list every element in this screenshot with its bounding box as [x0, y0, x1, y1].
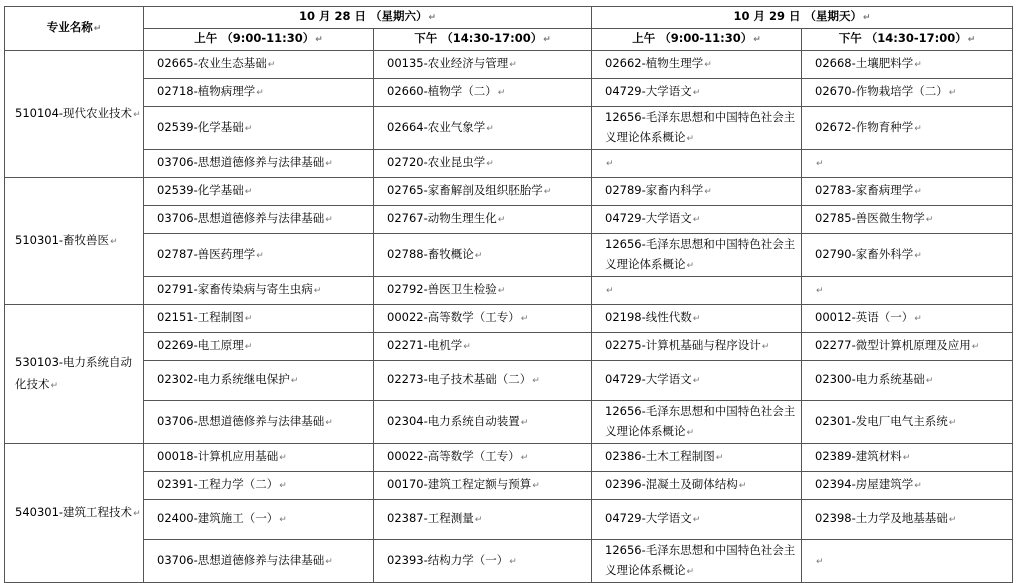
course-cell: 02151-工程制图↵: [144, 305, 374, 333]
table-row: [5, 333, 1013, 361]
course-cell: ↵: [802, 540, 1013, 583]
course-cell: 00022-高等数学（工专）↵: [374, 444, 592, 472]
course-cell: 00022-高等数学（工专）↵: [374, 305, 592, 333]
course-cell: 02302-电力系统继电保护↵: [144, 361, 374, 401]
course-cell: 04729-大学语文↵: [592, 79, 802, 107]
course-cell: 02539-化学基础↵: [144, 178, 374, 206]
course-cell: 02300-电力系统基础↵: [802, 361, 1013, 401]
table-row: [5, 361, 1013, 401]
major-column-header: 专业名称↵: [5, 7, 144, 51]
course-cell: 00012-英语（一）↵: [802, 305, 1013, 333]
course-cell: 02789-家畜内科学↵: [592, 178, 802, 206]
day1-header: 10 月 28 日 （星期六）↵: [144, 7, 592, 29]
course-cell: 02660-植物学（二）↵: [374, 79, 592, 107]
course-cell: 02387-工程测量↵: [374, 500, 592, 540]
exam-schedule-table: [4, 6, 1013, 583]
course-cell: 00170-建筑工程定额与预算↵: [374, 472, 592, 500]
course-cell: 02304-电力系统自动装置↵: [374, 401, 592, 444]
course-cell: 02767-动物生理生化↵: [374, 206, 592, 234]
table-row: [5, 107, 1013, 150]
course-cell: 02391-工程力学（二）↵: [144, 472, 374, 500]
major-name-cell: 540301-建筑工程技术↵: [5, 444, 144, 583]
course-cell: 02790-家畜外科学↵: [802, 234, 1013, 277]
course-cell: 02670-作物栽培学（二）↵: [802, 79, 1013, 107]
course-cell: 02672-作物育种学↵: [802, 107, 1013, 150]
course-cell: 02393-结构力学（一）↵: [374, 540, 592, 583]
course-cell: 02273-电子技术基础（二）↵: [374, 361, 592, 401]
course-cell: 02394-房屋建筑学↵: [802, 472, 1013, 500]
table-row: [5, 472, 1013, 500]
course-cell: 12656-毛泽东思想和中国特色社会主义理论体系概论↵: [592, 107, 802, 150]
table-row: [5, 540, 1013, 583]
course-cell: 02389-建筑材料↵: [802, 444, 1013, 472]
day2-header: 10 月 29 日 （星期天）↵: [592, 7, 1013, 29]
course-cell: 02788-畜牧概论↵: [374, 234, 592, 277]
course-cell: ↵: [592, 150, 802, 178]
day2-am-header: 上午 （9:00-11:30）↵: [592, 29, 802, 51]
course-cell: 02277-微型计算机原理及应用↵: [802, 333, 1013, 361]
table-row: [5, 401, 1013, 444]
course-cell: 02792-兽医卫生检验↵: [374, 277, 592, 305]
course-cell: 02668-土壤肥料学↵: [802, 51, 1013, 79]
course-cell: 02765-家畜解剖及组织胚胎学↵: [374, 178, 592, 206]
course-cell: 02396-混凝土及砌体结构↵: [592, 472, 802, 500]
course-cell: 02787-兽医药理学↵: [144, 234, 374, 277]
course-cell: 12656-毛泽东思想和中国特色社会主义理论体系概论↵: [592, 401, 802, 444]
course-cell: 02783-家畜病理学↵: [802, 178, 1013, 206]
course-cell: 12656-毛泽东思想和中国特色社会主义理论体系概论↵: [592, 234, 802, 277]
course-cell: 04729-大学语文↵: [592, 206, 802, 234]
course-cell: ↵: [592, 277, 802, 305]
table-row: [5, 277, 1013, 305]
course-cell: 02271-电机学↵: [374, 333, 592, 361]
course-cell: ↵: [802, 277, 1013, 305]
course-cell: 00018-计算机应用基础↵: [144, 444, 374, 472]
table-row: [5, 305, 1013, 333]
course-cell: 02785-兽医微生物学↵: [802, 206, 1013, 234]
course-cell: 12656-毛泽东思想和中国特色社会主义理论体系概论↵: [592, 540, 802, 583]
day2-pm-header: 下午 （14:30-17:00）↵: [802, 29, 1013, 51]
course-cell: 02400-建筑施工（一）↵: [144, 500, 374, 540]
course-cell: 02198-线性代数↵: [592, 305, 802, 333]
course-cell: 02664-农业气象学↵: [374, 107, 592, 150]
course-cell: 02386-土木工程制图↵: [592, 444, 802, 472]
course-cell: 03706-思想道德修养与法律基础↵: [144, 401, 374, 444]
course-cell: ↵: [802, 150, 1013, 178]
course-cell: 02301-发电厂电气主系统↵: [802, 401, 1013, 444]
course-cell: 00135-农业经济与管理↵: [374, 51, 592, 79]
major-name-cell: 510104-现代农业技术↵: [5, 51, 144, 178]
course-cell: 04729-大学语文↵: [592, 361, 802, 401]
major-name-cell: 530103-电力系统自动化技术↵: [5, 305, 144, 444]
table-row: [5, 234, 1013, 277]
course-cell: 03706-思想道德修养与法律基础↵: [144, 150, 374, 178]
table-row: [5, 150, 1013, 178]
course-cell: 02718-植物病理学↵: [144, 79, 374, 107]
major-name-cell: 510301-畜牧兽医↵: [5, 178, 144, 305]
schedule-body: [5, 51, 1013, 583]
table-row: [5, 178, 1013, 206]
course-cell: 04729-大学语文↵: [592, 500, 802, 540]
table-row: [5, 500, 1013, 540]
course-cell: 02665-农业生态基础↵: [144, 51, 374, 79]
day1-pm-header: 下午 （14:30-17:00）↵: [374, 29, 592, 51]
course-cell: 02662-植物生理学↵: [592, 51, 802, 79]
course-cell: 02269-电工原理↵: [144, 333, 374, 361]
course-cell: 03706-思想道德修养与法律基础↵: [144, 540, 374, 583]
course-cell: 02398-土力学及地基基础↵: [802, 500, 1013, 540]
course-cell: 02720-农业昆虫学↵: [374, 150, 592, 178]
table-row: [5, 206, 1013, 234]
table-row: [5, 51, 1013, 79]
course-cell: 03706-思想道德修养与法律基础↵: [144, 206, 374, 234]
course-cell: 02275-计算机基础与程序设计↵: [592, 333, 802, 361]
day1-am-header: 上午 （9:00-11:30）↵: [144, 29, 374, 51]
table-row: [5, 444, 1013, 472]
course-cell: 02791-家畜传染病与寄生虫病↵: [144, 277, 374, 305]
table-row: [5, 79, 1013, 107]
course-cell: 02539-化学基础↵: [144, 107, 374, 150]
